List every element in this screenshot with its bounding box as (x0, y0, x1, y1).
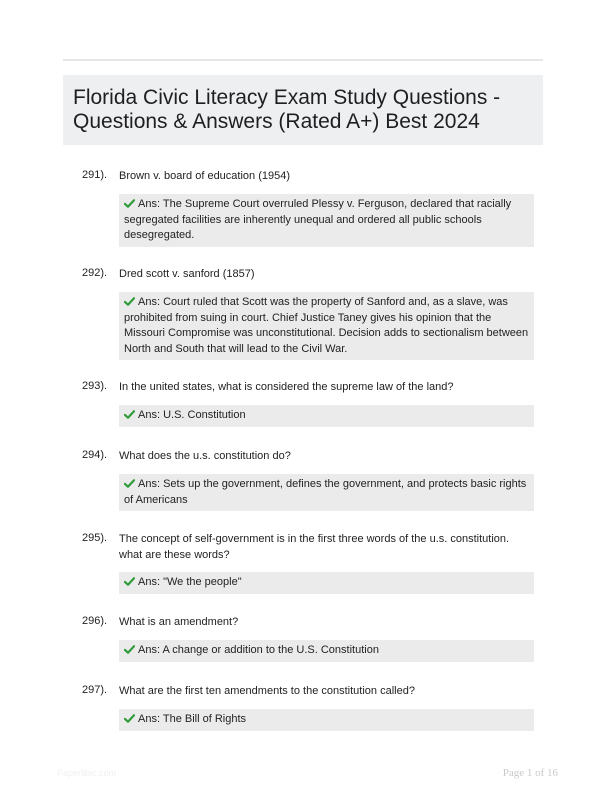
question-number: 291). (82, 169, 108, 181)
question-number: 295). (82, 532, 108, 544)
question-text: In the united states, what is considered the supreme law of the land? (119, 381, 454, 393)
check-icon (124, 199, 135, 208)
question-number: 292). (82, 267, 108, 279)
answer-text: Ans: The Supreme Court overruled Plessy v. Ferguson, declared that racially segregated facilities are inherently unequal and ordered all public schools desegregated. (124, 198, 512, 241)
answer-text: Ans: Sets up the government, defines the government, and protects basic rights of Americans (124, 478, 527, 506)
answer-box (119, 194, 534, 247)
question-number: 294). (82, 449, 108, 461)
answer-text: Ans: The Bill of Rights (138, 713, 247, 725)
question-number: 296). (82, 615, 108, 627)
answer-text: Ans: Court ruled that Scott was the property of Sanford and, as a slave, was prohibited from suing in court. Chief Justice Taney gives his opinion that the Missouri Compromise was unconstitutional. Decision adds to sectionalism between North and South that will lead to the Civil War. (124, 296, 529, 355)
answer-text: Ans: U.S. Constitution (138, 409, 246, 421)
question-text: The concept of self-government is in the first three words of the u.s. constitution. what are these words? (119, 533, 510, 561)
check-icon (124, 410, 135, 419)
page-indicator: Page 1 of 16 (502, 767, 558, 779)
check-icon (124, 577, 135, 586)
answer-box (119, 474, 534, 511)
answer-text: Ans: A change or addition to the U.S. Constitution (138, 644, 379, 656)
question-number: 297). (82, 684, 108, 696)
check-icon (124, 479, 135, 488)
check-icon (124, 297, 135, 306)
question-text: What does the u.s. constitution do? (119, 450, 291, 462)
answer-text: Ans: "We the people" (138, 576, 242, 588)
question-text: Brown v. board of education (1954) (119, 170, 291, 182)
answer-box (119, 572, 534, 594)
answer-box (119, 292, 534, 360)
answer-box (119, 640, 534, 662)
question-text: What are the first ten amendments to the constitution called? (119, 685, 415, 697)
check-icon (124, 645, 135, 654)
footer-watermark: Paperlibic.com (57, 768, 117, 778)
question-text: What is an amendment? (119, 616, 239, 628)
check-icon (124, 714, 135, 723)
answer-box (119, 709, 534, 731)
document-title: Florida Civic Literacy Exam Study Questions - Questions & Answers (Rated A+) Best 2024 (73, 86, 501, 133)
question-number: 293). (82, 380, 108, 392)
top-divider (63, 59, 543, 61)
title-banner (63, 75, 543, 145)
question-text: Dred scott v. sanford (1857) (119, 268, 255, 280)
answer-box (119, 405, 534, 427)
